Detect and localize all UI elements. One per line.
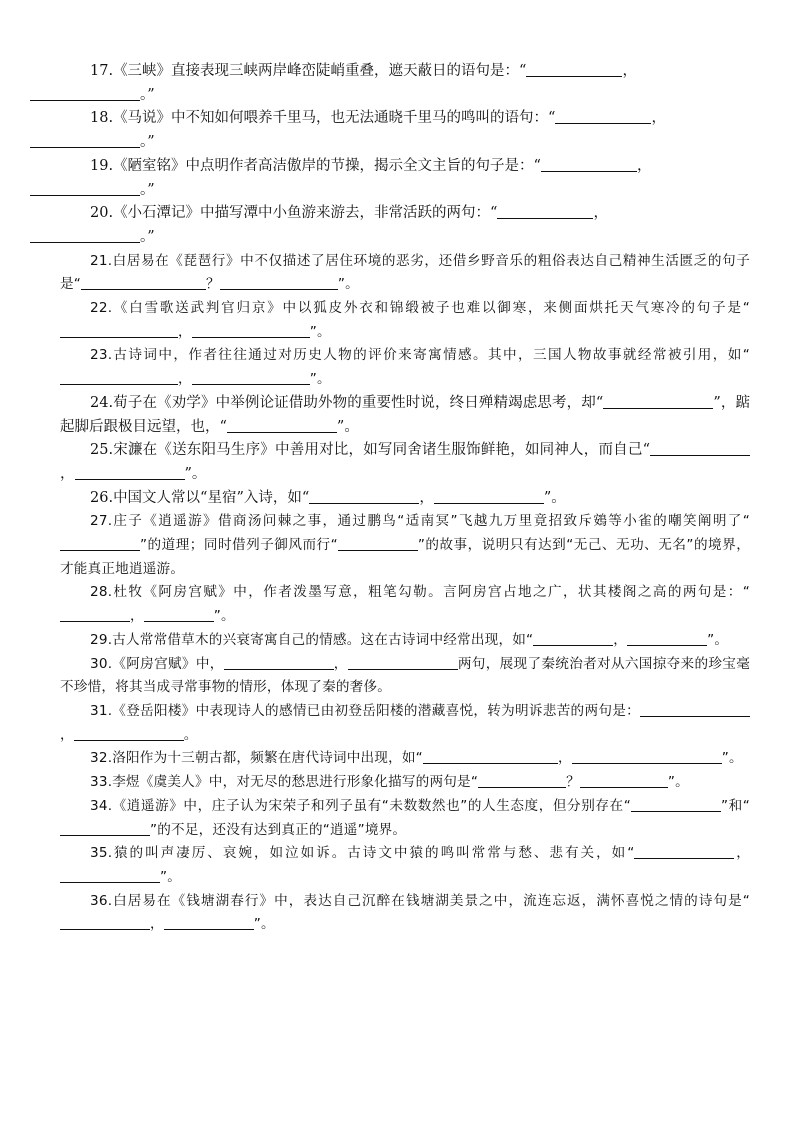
separator: ， xyxy=(651,110,666,127)
separator: ， xyxy=(60,465,75,482)
question-text-middle: ”，踮起脚后跟极目远望，也，“ xyxy=(60,394,750,435)
question-18 xyxy=(60,107,750,154)
answer-blank[interactable] xyxy=(603,394,713,409)
answer-blank[interactable] xyxy=(423,749,558,764)
question-text: 《逍遥游》中，庄子认为宋荣子和列子虽有“未数数然也”的人生态度，但分别存在“ xyxy=(112,797,631,814)
separator: ， xyxy=(622,63,637,79)
question-number: 21. xyxy=(90,252,113,269)
answer-blank[interactable] xyxy=(60,868,160,883)
answer-blank[interactable] xyxy=(60,370,178,385)
answer-blank[interactable] xyxy=(650,441,750,456)
question-30 xyxy=(60,653,750,700)
answer-blank[interactable] xyxy=(541,157,637,172)
question-number: 22. xyxy=(90,300,113,317)
answer-blank[interactable] xyxy=(497,204,593,219)
answer-blank[interactable] xyxy=(74,726,184,741)
question-text: 《陋室铭》中点明作者高洁傲岸的节操，揭示全文主旨的句子是：“ xyxy=(113,157,541,174)
question-21 xyxy=(60,250,750,297)
question-text: 庄子《逍遥游》借商汤问棘之事，通过鹏鸟“适南冥”飞越九万里竟招致斥鴳等小雀的嘲笑阐明了“ xyxy=(112,513,750,530)
question-end: ”。 xyxy=(309,323,331,340)
question-number: 30. xyxy=(90,655,113,672)
answer-blank[interactable] xyxy=(81,275,206,290)
question-number: 24. xyxy=(90,394,114,411)
separator: ， xyxy=(178,323,192,340)
question-end: 。” xyxy=(140,86,155,103)
question-number: 32. xyxy=(90,750,113,767)
question-text: 《马说》中不知如何喂养千里马，也无法通晓千里马的鸣叫的语句：“ xyxy=(113,110,556,127)
question-text: 古人常常借草木的兴衰寄寓自己的情感。这在古诗词中经常出现，如“ xyxy=(112,631,534,648)
answer-blank[interactable] xyxy=(30,86,140,101)
question-end: ”。 xyxy=(309,371,331,388)
separator: ， xyxy=(333,655,348,672)
answer-blank[interactable] xyxy=(338,536,418,551)
answer-blank[interactable] xyxy=(640,702,750,717)
question-text: 宋濂在《送东阳马生序》中善用对比，如写同舍诸生服饰鲜艳，如同神人，而自己“ xyxy=(113,442,650,459)
question-text: 白居易在《钱塘湖春行》中，表达自己沉醉在钱塘湖美景之中，流连忘返，满怀喜悦之情的诗句是“ xyxy=(112,892,750,909)
question-end: ”。 xyxy=(336,418,359,435)
question-number: 34. xyxy=(90,797,113,814)
question-17 xyxy=(60,60,750,107)
answer-blank[interactable] xyxy=(164,915,254,930)
question-34 xyxy=(60,795,750,842)
question-text: 杜牧《阿房宫赋》中，作者泼墨写意，粗笔勾勒。言阿房宫占地之广，状其楼阁之高的两句是：“ xyxy=(112,584,750,601)
answer-blank[interactable] xyxy=(348,655,458,670)
answer-blank[interactable] xyxy=(60,323,178,338)
question-end: ”的故事，说明只有达到“无己、无功、无名”的境界，才能真正地逍遥游。 xyxy=(60,537,750,577)
answer-blank[interactable] xyxy=(60,821,150,836)
answer-blank[interactable] xyxy=(30,181,140,196)
question-number: 29. xyxy=(90,631,113,648)
answer-blank[interactable] xyxy=(144,607,214,622)
question-text: 《登岳阳楼》中表现诗人的感情已由初登岳阳楼的潜藏喜悦，转为明诉悲苦的两句是： xyxy=(112,702,640,719)
question-text: 李煜《虞美人》中，对无尽的愁思进行形象化描写的两句是“ xyxy=(112,774,479,791)
separator: ， xyxy=(419,489,434,506)
question-end: 。” xyxy=(140,134,155,151)
answer-blank[interactable] xyxy=(192,323,310,338)
question-text: 荀子在《劝学》中举例论证借助外物的重要性时说，终日殚精竭虑思考，却“ xyxy=(113,394,604,411)
answer-blank[interactable] xyxy=(309,489,419,504)
question-29 xyxy=(60,629,750,653)
question-number: 20. xyxy=(90,205,114,222)
separator: ， xyxy=(150,916,164,933)
question-end: ”。 xyxy=(184,465,207,482)
question-number: 18. xyxy=(90,110,114,127)
question-text: 《小石潭记》中描写潭中小鱼游来游去，非常活跃的两句：“ xyxy=(113,205,498,222)
question-23 xyxy=(60,344,750,391)
question-end: 。” xyxy=(140,228,155,245)
answer-blank[interactable] xyxy=(30,133,140,148)
answer-blank[interactable] xyxy=(434,489,544,504)
question-end: ”的不足，还没有达到真正的“逍遥”境界。 xyxy=(150,821,407,838)
question-number: 35. xyxy=(90,845,113,862)
question-end: ”。 xyxy=(160,868,182,885)
answer-blank[interactable] xyxy=(30,228,140,243)
question-list xyxy=(60,60,750,937)
question-20 xyxy=(60,202,750,249)
question-number: 17. xyxy=(90,63,114,79)
question-number: 27. xyxy=(90,513,113,530)
answer-blank[interactable] xyxy=(75,465,185,480)
question-text: 洛阳作为十三朝古都，频繁在唐代诗词中出现，如“ xyxy=(112,750,423,767)
answer-blank[interactable] xyxy=(572,749,722,764)
question-19 xyxy=(60,155,750,202)
question-text: 《白雪歌送武判官归京》中以狐皮外衣和锦缎被子也难以御寒，来侧面烘托天气寒冷的句子是“ xyxy=(112,300,750,317)
separator: ， xyxy=(557,750,572,767)
answer-blank[interactable] xyxy=(60,607,130,622)
question-text: 古诗词中，作者往往通过对历史人物的评价来寄寓情感。其中，三国人物故事就经常被引用，如“ xyxy=(112,347,750,364)
answer-blank[interactable] xyxy=(526,62,622,77)
question-number: 33. xyxy=(90,774,113,791)
question-text-middle: ”的道理；同时借列子御风而行“ xyxy=(140,537,338,554)
question-27 xyxy=(60,510,750,581)
question-end: ”。 xyxy=(337,276,359,293)
question-number: 36. xyxy=(90,892,113,909)
question-number: 26. xyxy=(90,489,114,506)
separator: ， xyxy=(613,631,628,648)
answer-blank[interactable] xyxy=(555,109,651,124)
question-28 xyxy=(60,581,750,628)
question-end: ”。 xyxy=(253,916,275,933)
question-number: 28. xyxy=(90,584,113,601)
question-31 xyxy=(60,700,750,747)
answer-blank[interactable] xyxy=(634,844,734,859)
question-end: ”。 xyxy=(667,774,689,791)
answer-blank[interactable] xyxy=(227,418,337,433)
answer-blank[interactable] xyxy=(533,631,613,646)
separator: ， xyxy=(60,726,74,743)
question-text: 中国文人常以“星宿”入诗，如“ xyxy=(113,489,310,506)
question-25 xyxy=(60,439,750,486)
question-text: 《三峡》直接表现三峡两岸峰峦陡峭重叠，遮天蔽日的语句是：“ xyxy=(113,63,527,79)
separator: ， xyxy=(593,205,608,222)
question-text: 猿的叫声凄厉、哀婉，如泣如诉。古诗文中猿的鸣叫常常与愁、悲有关，如“ xyxy=(112,845,635,862)
question-text: 《阿房宫赋》中， xyxy=(112,655,224,672)
question-35 xyxy=(60,842,750,889)
answer-blank[interactable] xyxy=(224,655,334,670)
answer-blank[interactable] xyxy=(478,773,566,788)
question-end: 。” xyxy=(140,181,155,198)
separator: ， xyxy=(636,157,652,174)
question-33 xyxy=(60,771,750,795)
question-end: ”。 xyxy=(707,631,729,648)
separator: ？ xyxy=(206,276,220,293)
question-text: 白居易在《琵琶行》中不仅描述了居住环境的恶劣，还借乡野音乐的粗俗表达自己精神生活匮乏的句子是“ xyxy=(60,252,750,293)
answer-blank[interactable] xyxy=(192,370,310,385)
question-number: 31. xyxy=(90,702,113,719)
question-36 xyxy=(60,890,750,937)
question-26 xyxy=(60,487,750,511)
question-end: ”。 xyxy=(543,489,566,506)
answer-blank[interactable] xyxy=(627,631,707,646)
answer-blank[interactable] xyxy=(631,797,721,812)
separator: ， xyxy=(178,371,192,388)
separator: ， xyxy=(734,845,751,862)
question-end: 两句，展现了秦统治者对从六国掠夺来的珍宝毫不珍惜，将其当成寻常事物的情形，体现了秦的奢侈。 xyxy=(60,655,750,696)
question-end: ”。 xyxy=(213,608,235,625)
question-32 xyxy=(60,747,750,771)
answer-blank[interactable] xyxy=(60,915,150,930)
question-end: ”。 xyxy=(721,750,743,767)
question-22 xyxy=(60,297,750,344)
question-end: 。 xyxy=(183,726,198,743)
question-24 xyxy=(60,392,750,439)
separator: ， xyxy=(130,608,144,625)
question-text-middle: ”和“ xyxy=(720,797,750,814)
answer-blank[interactable] xyxy=(580,773,668,788)
answer-blank[interactable] xyxy=(60,536,140,551)
question-number: 25. xyxy=(90,442,114,459)
separator: ？ xyxy=(566,774,580,791)
question-number: 19. xyxy=(90,157,114,174)
answer-blank[interactable] xyxy=(220,275,338,290)
question-number: 23. xyxy=(90,347,113,364)
